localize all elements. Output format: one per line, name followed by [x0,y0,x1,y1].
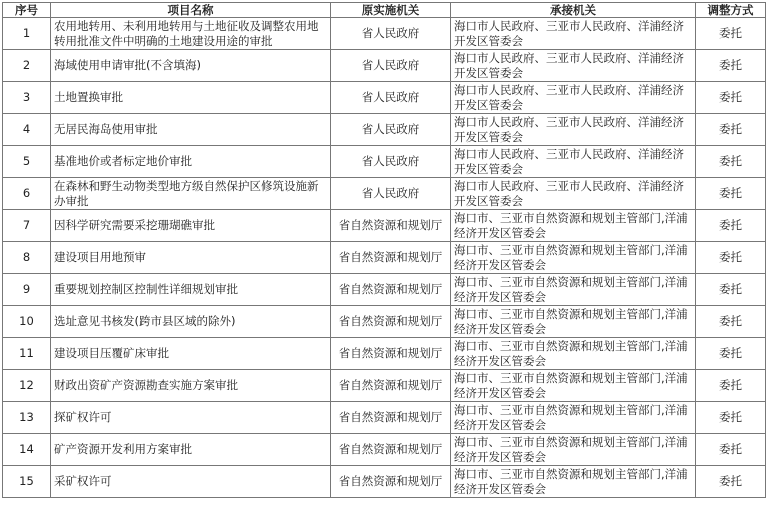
cell-name: 财政出资矿产资源勘查实施方案审批 [51,370,331,402]
cell-mode: 委托 [696,50,766,82]
cell-orig: 省人民政府 [331,82,451,114]
table-row [3,274,766,306]
cell-mode: 委托 [696,402,766,434]
approval-items-table [2,2,766,498]
table-row [3,338,766,370]
cell-name: 选址意见书核发(跨市县区域的除外) [51,306,331,338]
cell-name: 重要规划控制区控制性详细规划审批 [51,274,331,306]
cell-orig: 省自然资源和规划厅 [331,274,451,306]
cell-recv: 海口市、三亚市自然资源和规划主管部门,洋浦经济开发区管委会 [451,466,696,498]
table-row [3,114,766,146]
table-row [3,434,766,466]
cell-name: 因科学研究需要采挖珊瑚礁审批 [51,210,331,242]
cell-name: 土地置换审批 [51,82,331,114]
table-row [3,402,766,434]
cell-mode: 委托 [696,434,766,466]
cell-seq: 3 [3,82,51,114]
cell-mode: 委托 [696,210,766,242]
cell-name: 建设项目用地预审 [51,242,331,274]
table-row [3,18,766,50]
cell-recv: 海口市、三亚市自然资源和规划主管部门,洋浦经济开发区管委会 [451,210,696,242]
cell-recv: 海口市人民政府、三亚市人民政府、洋浦经济开发区管委会 [451,114,696,146]
cell-orig: 省人民政府 [331,146,451,178]
cell-name: 采矿权许可 [51,466,331,498]
cell-name: 海域使用申请审批(不含填海) [51,50,331,82]
cell-orig: 省自然资源和规划厅 [331,370,451,402]
cell-recv: 海口市、三亚市自然资源和规划主管部门,洋浦经济开发区管委会 [451,434,696,466]
table-row [3,82,766,114]
table-row [3,242,766,274]
cell-mode: 委托 [696,466,766,498]
cell-recv: 海口市、三亚市自然资源和规划主管部门,洋浦经济开发区管委会 [451,274,696,306]
cell-mode: 委托 [696,114,766,146]
table-header-row [3,3,766,18]
header-recv: 承接机关 [451,3,696,18]
cell-seq: 13 [3,402,51,434]
header-mode: 调整方式 [696,3,766,18]
header-name: 项目名称 [51,3,331,18]
table-row [3,178,766,210]
cell-name: 无居民海岛使用审批 [51,114,331,146]
cell-seq: 4 [3,114,51,146]
cell-name: 探矿权许可 [51,402,331,434]
cell-seq: 14 [3,434,51,466]
cell-name: 在森林和野生动物类型地方级自然保护区修筑设施新办审批 [51,178,331,210]
cell-seq: 9 [3,274,51,306]
cell-seq: 8 [3,242,51,274]
cell-seq: 12 [3,370,51,402]
cell-mode: 委托 [696,178,766,210]
cell-name: 建设项目压覆矿床审批 [51,338,331,370]
table-row [3,146,766,178]
cell-orig: 省自然资源和规划厅 [331,402,451,434]
table-row [3,50,766,82]
cell-orig: 省人民政府 [331,114,451,146]
cell-recv: 海口市、三亚市自然资源和规划主管部门,洋浦经济开发区管委会 [451,338,696,370]
cell-mode: 委托 [696,338,766,370]
table-body [3,18,766,498]
cell-recv: 海口市、三亚市自然资源和规划主管部门,洋浦经济开发区管委会 [451,306,696,338]
table-row [3,466,766,498]
cell-recv: 海口市人民政府、三亚市人民政府、洋浦经济开发区管委会 [451,146,696,178]
cell-orig: 省人民政府 [331,18,451,50]
cell-mode: 委托 [696,306,766,338]
cell-orig: 省自然资源和规划厅 [331,242,451,274]
cell-recv: 海口市人民政府、三亚市人民政府、洋浦经济开发区管委会 [451,18,696,50]
cell-orig: 省自然资源和规划厅 [331,210,451,242]
cell-recv: 海口市、三亚市自然资源和规划主管部门,洋浦经济开发区管委会 [451,370,696,402]
cell-recv: 海口市人民政府、三亚市人民政府、洋浦经济开发区管委会 [451,82,696,114]
cell-name: 农用地转用、未利用地转用与土地征收及调整农用地转用批准文件中明确的土地建设用途的审批 [51,18,331,50]
cell-seq: 5 [3,146,51,178]
cell-seq: 15 [3,466,51,498]
cell-orig: 省人民政府 [331,50,451,82]
table-row [3,210,766,242]
cell-mode: 委托 [696,146,766,178]
cell-recv: 海口市、三亚市自然资源和规划主管部门,洋浦经济开发区管委会 [451,242,696,274]
cell-recv: 海口市人民政府、三亚市人民政府、洋浦经济开发区管委会 [451,178,696,210]
cell-orig: 省自然资源和规划厅 [331,434,451,466]
cell-name: 矿产资源开发利用方案审批 [51,434,331,466]
cell-recv: 海口市、三亚市自然资源和规划主管部门,洋浦经济开发区管委会 [451,402,696,434]
cell-seq: 7 [3,210,51,242]
table-row [3,370,766,402]
cell-seq: 2 [3,50,51,82]
cell-mode: 委托 [696,242,766,274]
cell-seq: 1 [3,18,51,50]
cell-mode: 委托 [696,370,766,402]
cell-mode: 委托 [696,18,766,50]
cell-orig: 省自然资源和规划厅 [331,338,451,370]
cell-mode: 委托 [696,82,766,114]
header-orig: 原实施机关 [331,3,451,18]
cell-seq: 6 [3,178,51,210]
cell-seq: 11 [3,338,51,370]
cell-mode: 委托 [696,274,766,306]
header-seq: 序号 [3,3,51,18]
cell-recv: 海口市人民政府、三亚市人民政府、洋浦经济开发区管委会 [451,50,696,82]
cell-orig: 省自然资源和规划厅 [331,466,451,498]
cell-orig: 省自然资源和规划厅 [331,306,451,338]
table-row [3,306,766,338]
cell-seq: 10 [3,306,51,338]
cell-orig: 省人民政府 [331,178,451,210]
cell-name: 基准地价或者标定地价审批 [51,146,331,178]
